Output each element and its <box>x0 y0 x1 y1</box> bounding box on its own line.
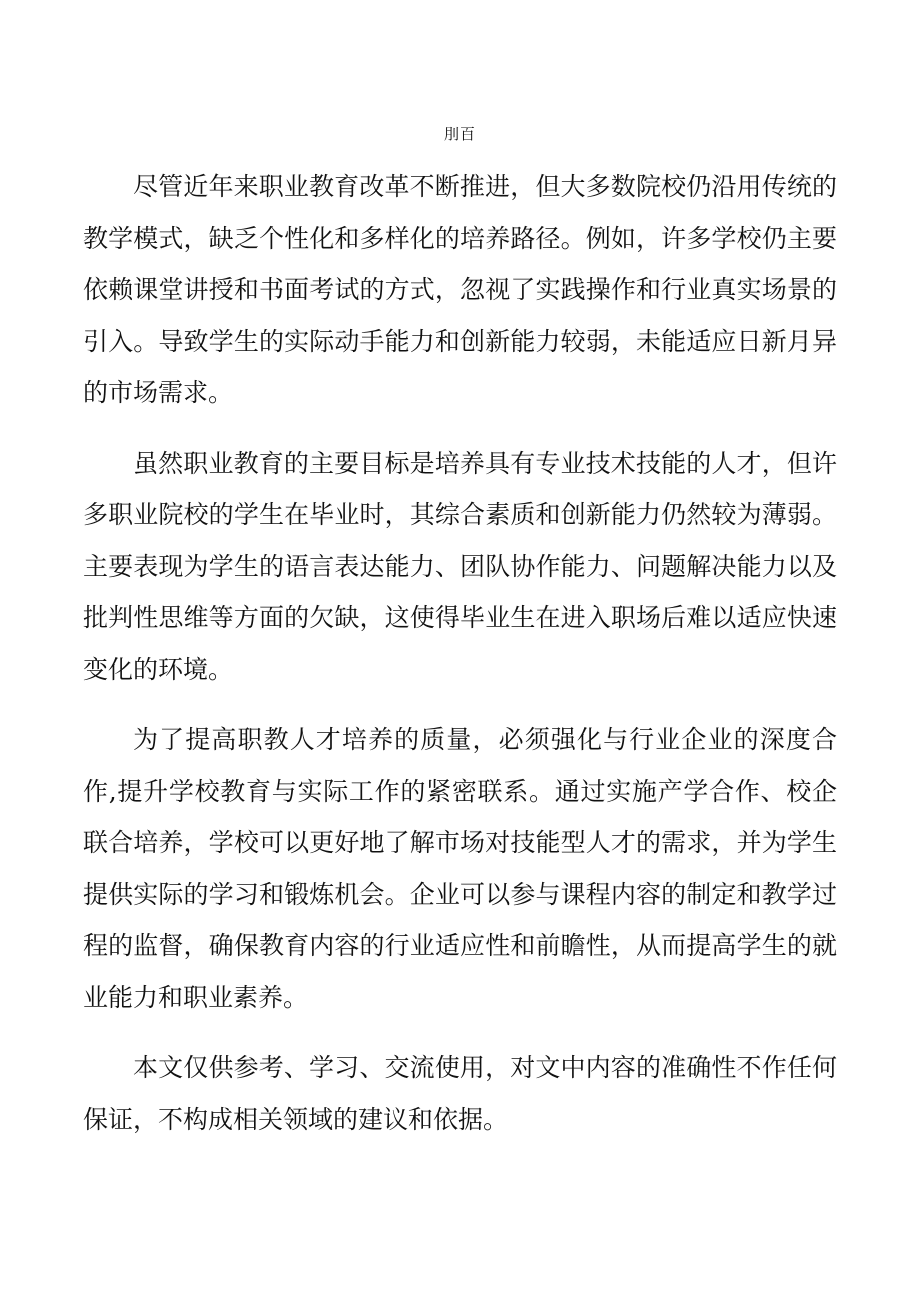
page-heading: 刖百 <box>443 125 476 143</box>
paragraph-disclaimer: 本文仅供参考、学习、交流使用，对文中内容的准确性不作任何保证，不构成相关领域的建议和依据。 <box>83 1053 837 1134</box>
paragraph-2: 虽然职业教育的主要目标是培养具有专业技术技能的人才，但许多职业院校的学生在毕业时，其综合素质和创新能力仍然较为薄弱。主要表现为学生的语言表达能力、团队协作能力、问题解决能力以及批判性思维等方面的欠缺，这使得毕业生在进入职场后难以适应快速变化的环境。 <box>83 448 837 684</box>
document-body <box>83 161 837 1164</box>
paragraph-3: 为了提高职教人才培养的质量，必须强化与行业企业的深度合作,提升学校教育与实际工作的紧密联系。通过实施产学合作、校企联合培养，学校可以更好地了解市场对技能型人才的需求，并为学生提供实际的学习和锻炼机会。企业可以参与课程内容的制定和教学过程的监督，确保教育内容的行业适应性和前瞻性，从而提高学生的就业能力和职业素养。 <box>83 725 837 1012</box>
paragraph-1: 尽管近年来职业教育改革不断推进，但大多数院校仍沿用传统的教学模式，缺乏个性化和多样化的培养路径。例如，许多学校仍主要依赖课堂讲授和书面考试的方式，忽视了实践操作和行业真实场景的引入。导致学生的实际动手能力和创新能力较弱，未能适应日新月异的市场需求。 <box>83 172 837 407</box>
